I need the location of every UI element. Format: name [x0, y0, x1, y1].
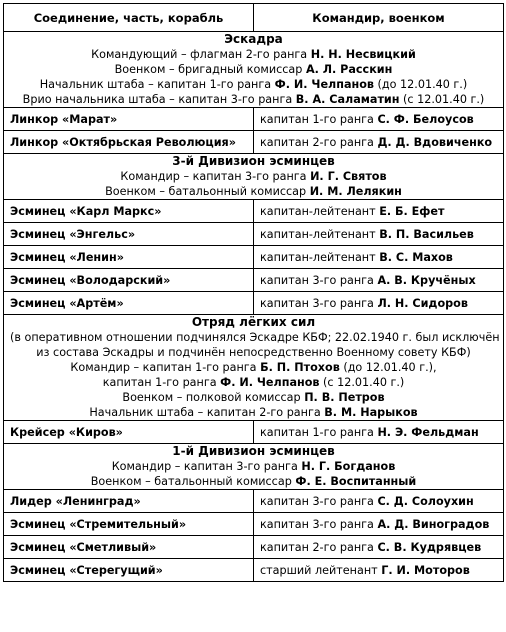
- unit-name: Лидер «Ленинград»: [4, 490, 254, 513]
- line-note: (до 12.01.40 г.),: [339, 361, 437, 374]
- unit-name: Крейсер «Киров»: [4, 421, 254, 444]
- section-line: [10, 345, 497, 360]
- line-note: (с 12.01.40 г.): [399, 93, 485, 106]
- section-line: [10, 360, 497, 375]
- section-row: [4, 315, 504, 421]
- line-text: Военком – бригадный комиссар: [114, 63, 306, 76]
- line-text: (в оперативном отношении подчинялся Эскадре КБФ; 22.02.1940 г. был исключён: [10, 331, 500, 344]
- section-title: Эскадра: [224, 32, 283, 46]
- person-name: И. М. Лелякин: [309, 185, 402, 198]
- person-name: П. В. Петров: [304, 391, 385, 404]
- unit-row: [4, 490, 504, 513]
- commander-name: Е. Б. Ефет: [379, 204, 445, 218]
- unit-name: Эсминец «Стерегущий»: [4, 559, 254, 582]
- section-line: [10, 390, 497, 405]
- section-line: [10, 330, 500, 345]
- unit-commander-cell: [254, 269, 504, 292]
- person-name: И. Г. Святов: [310, 170, 387, 183]
- commander-name: В. С. Махов: [379, 250, 453, 264]
- line-text: Командир – капитан 3-го ранга: [111, 460, 302, 473]
- unit-name: Эсминец «Ленин»: [4, 246, 254, 269]
- commander-name: С. Д. Солоухин: [377, 494, 474, 508]
- unit-commander-cell: [254, 559, 504, 582]
- unit-row: [4, 536, 504, 559]
- commander-rank: капитан 2-го ранга: [260, 540, 378, 554]
- unit-name: Эсминец «Карл Маркс»: [4, 200, 254, 223]
- section-cell: [4, 315, 504, 421]
- header-row: [4, 4, 504, 32]
- section-line: [10, 405, 497, 420]
- unit-row: [4, 131, 504, 154]
- commander-rank: капитан 1-го ранга: [260, 112, 378, 126]
- line-text: Врио начальника штаба – капитан 3-го ранга: [22, 93, 296, 106]
- section-title: Отряд лёгких сил: [191, 315, 316, 329]
- unit-name: Линкор «Октябрьская Революция»: [4, 131, 254, 154]
- section-line: [10, 474, 497, 489]
- unit-row: [4, 108, 504, 131]
- unit-name: Эсминец «Стремительный»: [4, 513, 254, 536]
- commander-name: С. Ф. Белоусов: [377, 112, 474, 126]
- commander-rank: старший лейтенант: [260, 563, 382, 577]
- unit-commander-cell: [254, 223, 504, 246]
- unit-commander-cell: [254, 490, 504, 513]
- section-row: [4, 154, 504, 200]
- commander-rank: капитан-лейтенант: [260, 227, 380, 241]
- roster-table: [3, 3, 504, 582]
- roster-body: [4, 32, 504, 582]
- line-note: (до 12.01.40 г.): [374, 78, 468, 91]
- commander-name: В. П. Васильев: [379, 227, 474, 241]
- section-cell: [4, 32, 504, 108]
- commander-rank: капитан 3-го ранга: [260, 494, 378, 508]
- unit-name: Эсминец «Энгельс»: [4, 223, 254, 246]
- section-line: [10, 47, 497, 62]
- line-text: Военком – батальонный комиссар: [90, 475, 296, 488]
- section-line: [10, 375, 497, 390]
- section-line: [10, 92, 497, 107]
- unit-row: [4, 513, 504, 536]
- unit-name: Линкор «Марат»: [4, 108, 254, 131]
- unit-row: [4, 421, 504, 444]
- section-row: [4, 32, 504, 108]
- section-row: [4, 444, 504, 490]
- commander-name: Г. И. Моторов: [381, 563, 470, 577]
- person-name: В. А. Саламатин: [295, 93, 400, 106]
- unit-commander-cell: [254, 131, 504, 154]
- unit-row: [4, 246, 504, 269]
- section-line: [10, 169, 497, 184]
- line-text: капитан 1-го ранга: [102, 376, 221, 389]
- person-name: Ф. Е. Воспитанный: [295, 475, 417, 488]
- person-name: Н. Г. Богданов: [301, 460, 396, 473]
- section-cell: [4, 444, 504, 490]
- line-text: Командир – капитан 1-го ранга: [70, 361, 261, 374]
- section-line: [10, 184, 497, 199]
- commander-name: Н. Э. Фельдман: [377, 425, 479, 439]
- unit-commander-cell: [254, 108, 504, 131]
- line-note: (с 12.01.40 г.): [319, 376, 405, 389]
- commander-rank: капитан 1-го ранга: [260, 425, 378, 439]
- commander-rank: капитан-лейтенант: [260, 250, 380, 264]
- section-line: [10, 77, 497, 92]
- unit-commander-cell: [254, 292, 504, 315]
- person-name: Б. П. Птохов: [260, 361, 340, 374]
- section-cell: [4, 154, 504, 200]
- header-commander: Командир, военком: [254, 4, 504, 32]
- person-name: А. Л. Расскин: [305, 63, 393, 76]
- line-text: из состава Эскадры и подчинён непосредственно Военному совету КБФ): [36, 346, 471, 359]
- unit-row: [4, 200, 504, 223]
- person-name: Н. Н. Несвицкий: [310, 48, 416, 61]
- unit-commander-cell: [254, 536, 504, 559]
- commander-name: Д. Д. Вдовиченко: [377, 135, 493, 149]
- commander-rank: капитан 3-го ранга: [260, 273, 378, 287]
- section-line: [10, 62, 497, 77]
- commander-name: С. В. Кудрявцев: [377, 540, 482, 554]
- line-text: Военком – батальонный комиссар: [105, 185, 310, 198]
- line-text: Начальник штаба – капитан 1-го ранга: [39, 78, 275, 91]
- unit-name: Эсминец «Сметливый»: [4, 536, 254, 559]
- unit-row: [4, 223, 504, 246]
- unit-name: Эсминец «Артём»: [4, 292, 254, 315]
- unit-commander-cell: [254, 421, 504, 444]
- header-unit: Соединение, часть, корабль: [4, 4, 254, 32]
- section-title: 3-й Дивизион эсминцев: [172, 154, 335, 168]
- unit-commander-cell: [254, 513, 504, 536]
- unit-row: [4, 559, 504, 582]
- unit-commander-cell: [254, 200, 504, 223]
- commander-rank: капитан 3-го ранга: [260, 296, 378, 310]
- section-title: 1-й Дивизион эсминцев: [172, 444, 335, 458]
- unit-name: Эсминец «Володарский»: [4, 269, 254, 292]
- unit-row: [4, 292, 504, 315]
- section-line: [10, 459, 497, 474]
- unit-row: [4, 269, 504, 292]
- person-name: Ф. И. Челпанов: [274, 78, 374, 91]
- line-text: Начальник штаба – капитан 2-го ранга: [89, 406, 325, 419]
- commander-rank: капитан-лейтенант: [260, 204, 380, 218]
- unit-commander-cell: [254, 246, 504, 269]
- commander-name: А. В. Кручёных: [377, 273, 476, 287]
- commander-name: А. Д. Виноградов: [377, 517, 490, 531]
- commander-name: Л. Н. Сидоров: [377, 296, 468, 310]
- commander-rank: капитан 3-го ранга: [260, 517, 378, 531]
- line-text: Военком – полковой комиссар: [122, 391, 305, 404]
- person-name: Ф. И. Челпанов: [220, 376, 320, 389]
- line-text: Командующий – флагман 2-го ранга: [91, 48, 311, 61]
- commander-rank: капитан 2-го ранга: [260, 135, 378, 149]
- person-name: В. М. Нарыков: [324, 406, 418, 419]
- line-text: Командир – капитан 3-го ранга: [120, 170, 311, 183]
